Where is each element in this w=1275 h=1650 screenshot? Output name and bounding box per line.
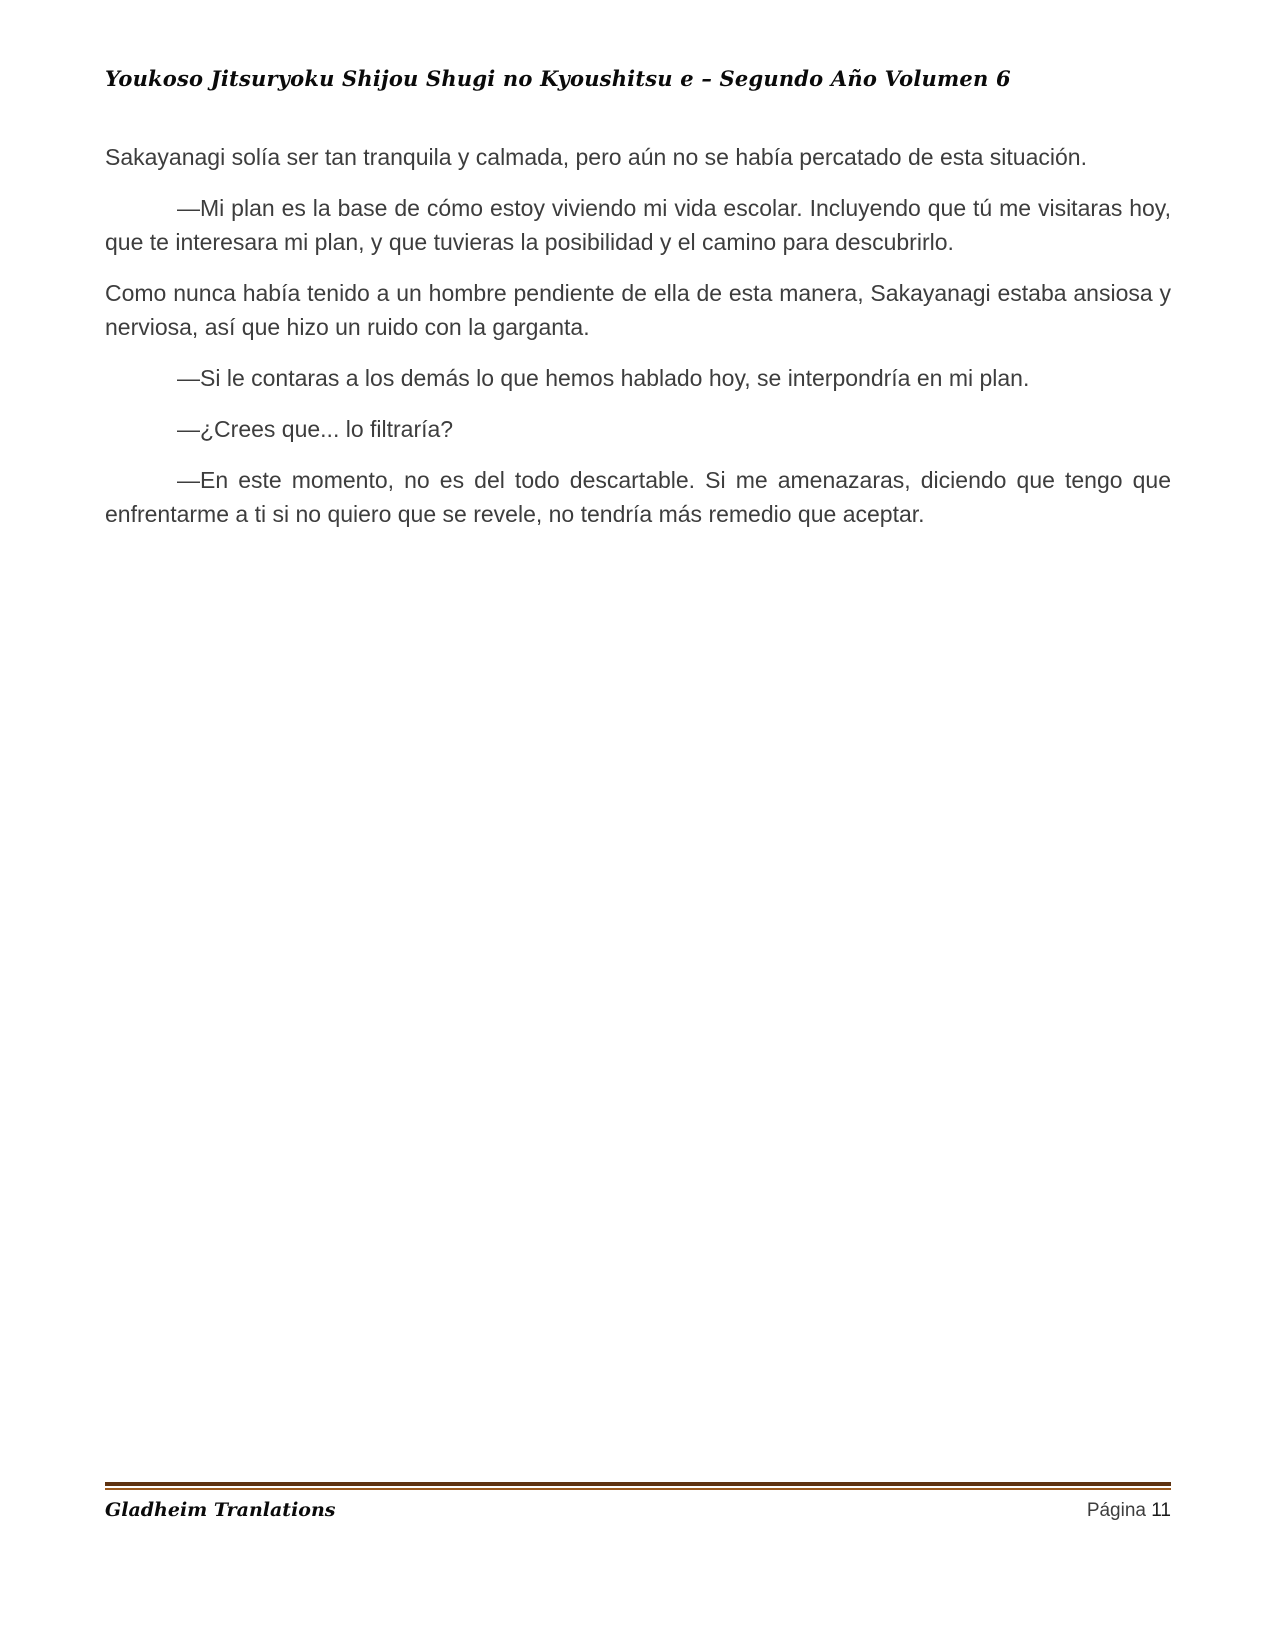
body-paragraph-dialogue: —Mi plan es la base de cómo estoy viviendo mi vida escolar. Incluyendo que tú me visitaras hoy, que te interesara mi plan, y que tuvieras la posibilidad y el camino para descubrirlo.: [105, 195, 1171, 255]
page-number-word: Página: [1086, 1500, 1152, 1521]
body-paragraph: Sakayanagi solía ser tan tranquila y calmada, pero aún no se había percatado de esta situación.: [105, 144, 1087, 170]
translator-credit: Gladheim Tranlations: [105, 1499, 336, 1521]
body-paragraph-dialogue: —En este momento, no es del todo descartable. Si me amenazaras, diciendo que tengo que enfrentarme a ti si no quiero que se revele, no tendría más remedio que aceptar.: [105, 467, 1171, 527]
body-content: [105, 140, 1171, 548]
page-header: [105, 66, 1171, 91]
body-paragraph-dialogue: —Si le contaras a los demás lo que hemos hablado hoy, se interpondría en mi plan.: [177, 365, 1030, 391]
body-paragraph: Como nunca había tenido a un hombre pendiente de ella de esta manera, Sakayanagi estaba ansiosa y nerviosa, así que hizo un ruido con la garganta.: [105, 280, 1171, 340]
page-number-value: 11: [1151, 1500, 1171, 1521]
footer-divider: [105, 1482, 1171, 1490]
header-title: Youkoso Jitsuryoku Shijou Shugi no Kyoushitsu e – Segundo Año Volumen 6: [105, 66, 1011, 91]
footer-row: [105, 1499, 1171, 1522]
body-paragraph-dialogue: —¿Crees que... lo filtraría?: [177, 416, 454, 442]
page-footer: [105, 1482, 1171, 1522]
page-number-label: [1087, 1500, 1171, 1522]
